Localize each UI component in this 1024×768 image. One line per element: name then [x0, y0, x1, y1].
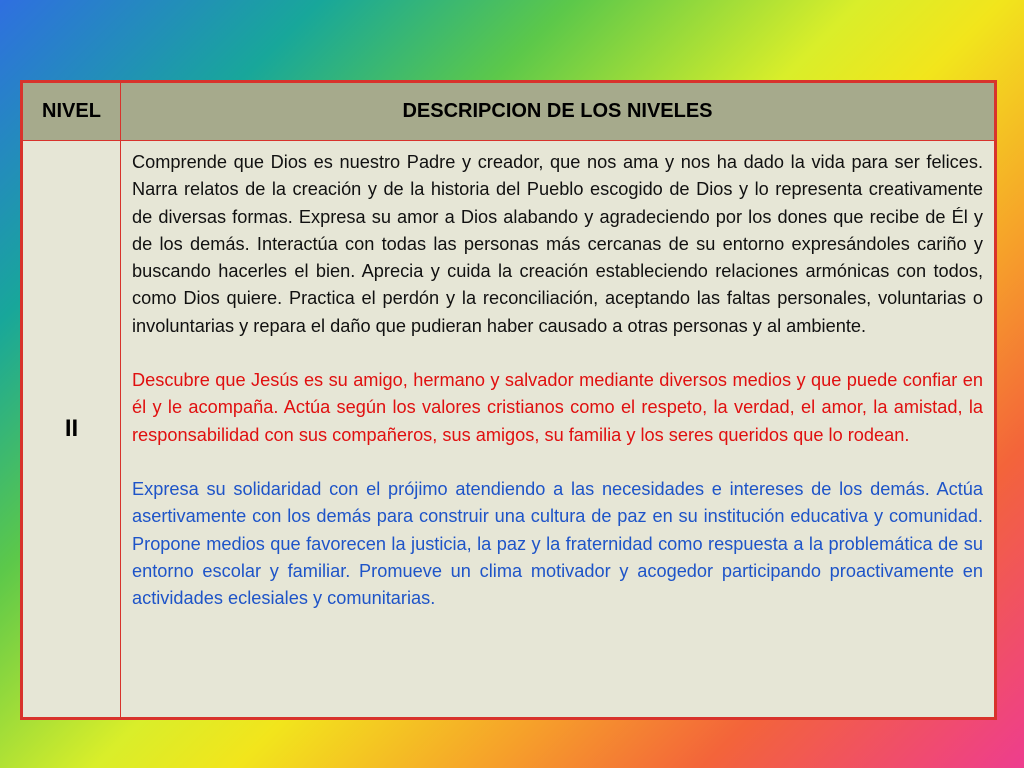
description-cell — [121, 141, 995, 718]
header-nivel: NIVEL — [23, 83, 121, 141]
table-header-row — [23, 83, 995, 141]
nivel-value: II — [23, 141, 121, 718]
table-row — [23, 141, 995, 718]
levels-table — [22, 82, 995, 718]
description-paragraph-3: Expresa su solidaridad con el prójimo atendiendo a las necesidades e intereses de los demás. Actúa asertivamente con los demás para construir una cultura de paz en su institución educativa y comunidad. Propone medios que favorecen la justicia, la paz y la fraternidad como respuesta a la problemática de su entorno escolar y familiar. Promueve un clima motivador y acogedor participando proactivamente en actividades eclesiales y comunitarias. — [132, 478, 983, 609]
description-paragraph-2: Descubre que Jesús es su amigo, hermano y salvador mediante diversos medios y que puede confiar en él y le acompaña. Actúa según los valores cristianos como el respeto, la verdad, el amor, la amistad, la responsabilidad con sus compañeros, sus amigos, su familia y los seres queridos que lo rodean. — [132, 370, 983, 445]
levels-table-frame — [20, 80, 997, 720]
description-paragraph-1: Comprende que Dios es nuestro Padre y creador, que nos ama y nos ha dado la vida para ser felices. Narra relatos de la creación y de la historia del Pueblo escogido de Dios y lo representa creativamente de diversas formas. Expresa su amor a Dios alabando y agradeciendo por los dones que recibe de Él y de los demás. Interactúa con todas las personas más cercanas de su entorno expresándoles cariño y buscando hacerles el bien. Aprecia y cuida la creación estableciendo relaciones armónicas con todos, como Dios quiere. Practica el perdón y la reconciliación, aceptando las faltas personales, voluntarias o involuntarias y repara el daño que pudieran haber causado a otras personas y al ambiente. — [132, 152, 983, 336]
header-descripcion: DESCRIPCION DE LOS NIVELES — [121, 83, 995, 141]
